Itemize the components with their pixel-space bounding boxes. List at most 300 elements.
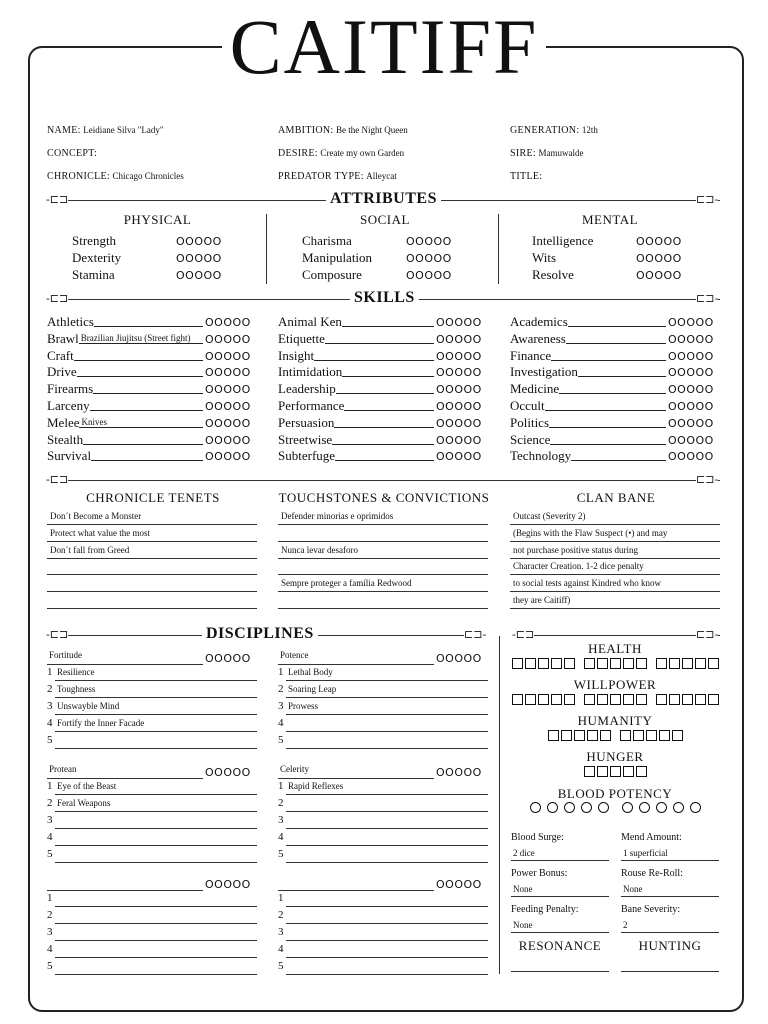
power-row <box>278 943 288 955</box>
tracker-box[interactable] <box>669 658 680 669</box>
attribute-dots[interactable]: OOOOO <box>636 269 682 282</box>
skill-dots[interactable]: OOOOO <box>436 366 482 380</box>
skill-line[interactable] <box>566 343 666 344</box>
skill-line[interactable] <box>91 460 203 461</box>
discipline-dots[interactable]: OOOOO <box>205 652 251 665</box>
skill-specialty[interactable]: Brazilian Jiujitsu (Street fight) <box>80 332 191 343</box>
resonance-underline <box>511 971 609 972</box>
skill-line[interactable] <box>578 376 666 377</box>
skill-line[interactable] <box>336 393 434 394</box>
info-label: GENERATION: <box>510 125 580 136</box>
attribute-name: Stamina <box>72 267 115 282</box>
skill-row <box>278 381 434 397</box>
blood-potency-dot[interactable] <box>673 802 684 813</box>
discipline-dots[interactable]: OOOOO <box>205 878 251 891</box>
power-row <box>278 926 288 938</box>
sheet-title: CAITIFF <box>0 2 768 92</box>
stat-value[interactable]: 2 dice <box>513 848 535 858</box>
discipline-dots[interactable]: OOOOO <box>436 766 482 779</box>
resonance-label: RESONANCE <box>518 938 602 953</box>
tracker-box[interactable] <box>538 694 549 705</box>
attribute-dots[interactable]: OOOOO <box>406 269 452 282</box>
humanity-label: HUMANITY <box>577 713 653 728</box>
attribute-name: Composure <box>302 267 362 282</box>
power-underline <box>55 940 257 941</box>
discipline-dots[interactable]: OOOOO <box>436 878 482 891</box>
skill-line[interactable] <box>314 360 434 361</box>
skill-row <box>47 432 203 448</box>
underline <box>510 574 720 575</box>
skill-name: Occult <box>510 398 545 413</box>
text-line[interactable]: Nunca levar desaforo <box>281 544 358 555</box>
tracker-box[interactable] <box>597 766 608 777</box>
tracker-box[interactable] <box>656 658 667 669</box>
skill-name: Medicine <box>510 381 560 397</box>
tracker-box[interactable] <box>669 694 680 705</box>
skill-dots[interactable]: OOOOO <box>205 400 251 413</box>
blood-potency-dot[interactable] <box>581 802 592 813</box>
attribute-name: Charisma <box>302 233 352 248</box>
skill-specialty[interactable]: Knives <box>81 416 107 427</box>
power-underline <box>286 697 488 698</box>
discipline-name[interactable]: Celerity <box>280 764 309 774</box>
power-underline <box>55 714 257 715</box>
power-name[interactable]: Unswayble Mind <box>57 701 120 711</box>
text-line[interactable]: Character Creation. 1-2 dice penalty <box>513 561 644 572</box>
attribute-name: Manipulation <box>302 250 373 265</box>
skill-dots[interactable]: OOOOO <box>205 433 251 447</box>
tracker-box[interactable] <box>636 658 647 669</box>
tracker-box[interactable] <box>584 766 595 777</box>
discipline-name[interactable]: Protean <box>49 764 77 774</box>
tracker-box[interactable] <box>623 766 634 777</box>
tracker-box[interactable] <box>561 730 572 741</box>
underline <box>510 608 720 609</box>
stat-value[interactable]: 1 superficial <box>623 848 668 858</box>
info-field <box>278 125 408 136</box>
power-name[interactable]: Toughness <box>57 684 96 694</box>
power-row <box>278 683 336 695</box>
text-line[interactable]: Defender minorias e oprimidos <box>281 511 394 521</box>
skill-line[interactable] <box>94 326 203 327</box>
skill-line[interactable] <box>334 427 434 428</box>
skill-dots[interactable]: OOOOO <box>436 349 482 363</box>
skill-line[interactable] <box>549 427 666 428</box>
tracker-box[interactable] <box>587 730 598 741</box>
skill-dots[interactable]: OOOOO <box>205 366 251 380</box>
skill-row <box>510 448 666 464</box>
blood-potency-dot[interactable] <box>547 802 558 813</box>
power-underline <box>286 748 488 749</box>
stat-value[interactable]: None <box>513 920 533 930</box>
tracker-box[interactable] <box>551 694 562 705</box>
info-field <box>510 125 598 136</box>
attribute-name: Wits <box>532 250 557 265</box>
blood-potency-dot[interactable] <box>690 802 701 813</box>
tracker-box[interactable] <box>600 730 611 741</box>
skill-dots[interactable]: OOOOO <box>205 383 251 397</box>
tracker-box[interactable] <box>584 658 595 669</box>
info-label: CHRONICLE: <box>47 171 110 182</box>
power-number: 1 <box>47 666 53 678</box>
text-line[interactable]: Sempre proteger a família Redwood <box>281 578 412 589</box>
skill-row <box>510 381 666 397</box>
power-number: 4 <box>278 831 284 843</box>
skill-row <box>278 314 434 330</box>
tracker-box[interactable] <box>672 730 683 741</box>
power-name[interactable]: Soaring Leap <box>288 684 337 694</box>
tracker-box[interactable] <box>708 658 719 669</box>
tracker-box[interactable] <box>646 730 657 741</box>
tracker-box[interactable] <box>695 694 706 705</box>
skill-line[interactable] <box>90 410 203 411</box>
skill-line[interactable] <box>551 360 666 361</box>
tracker-box[interactable] <box>597 694 608 705</box>
ornament-left-icon: -⊏⊐ <box>46 193 69 206</box>
skill-dots[interactable]: OOOOO <box>436 433 482 447</box>
skill-name: Drive <box>47 364 77 380</box>
power-name[interactable]: Prowess <box>288 701 319 711</box>
power-row <box>47 700 119 712</box>
text-line[interactable]: not purchase positive status during <box>513 544 638 555</box>
power-number: 4 <box>278 943 284 955</box>
skill-dots[interactable]: OOOOO <box>668 316 714 329</box>
blood-potency-dot[interactable] <box>564 802 575 813</box>
skill-line[interactable] <box>79 333 203 344</box>
info-field <box>278 171 397 182</box>
power-name[interactable]: Feral Weapons <box>57 798 111 808</box>
blood-potency-dot[interactable] <box>622 802 633 813</box>
info-value[interactable]: 12th <box>581 125 598 135</box>
skill-line[interactable] <box>325 343 434 344</box>
info-field <box>510 171 542 182</box>
tracker-box[interactable] <box>659 730 670 741</box>
skill-line[interactable] <box>342 376 434 377</box>
power-underline <box>55 811 257 812</box>
skills-heading: SKILLS <box>350 289 419 307</box>
underline <box>47 558 257 559</box>
skill-dots[interactable]: OOOOO <box>668 450 714 464</box>
power-row <box>278 797 288 809</box>
info-value[interactable]: Mamuwalde <box>538 148 584 158</box>
tracker-box[interactable] <box>695 658 706 669</box>
power-underline <box>286 862 488 863</box>
skill-name: Technology <box>510 448 572 464</box>
power-underline <box>286 794 488 795</box>
power-row <box>47 717 144 729</box>
power-underline <box>55 974 257 975</box>
tracker-box[interactable] <box>564 658 575 669</box>
hunger-label: HUNGER <box>586 749 644 764</box>
power-number: 5 <box>278 734 284 746</box>
tracker-box[interactable] <box>584 694 595 705</box>
skill-name: Brawl <box>47 330 79 346</box>
tracker-box[interactable] <box>538 658 549 669</box>
skill-name: Finance <box>510 347 552 363</box>
skill-line[interactable] <box>332 444 434 445</box>
tracker-box[interactable] <box>610 766 621 777</box>
skill-line[interactable] <box>74 360 203 361</box>
discipline-name[interactable]: Fortitude <box>49 650 82 660</box>
power-row <box>47 909 57 921</box>
tracker-box[interactable] <box>620 730 631 741</box>
health-label: HEALTH <box>588 641 642 656</box>
power-number: 3 <box>47 700 53 712</box>
skill-line[interactable] <box>571 460 666 461</box>
discipline-dots[interactable]: OOOOO <box>436 652 482 665</box>
skill-name: Leadership <box>278 381 336 397</box>
stat-label: Blood Surge: <box>511 832 564 843</box>
info-label: AMBITION: <box>278 125 334 136</box>
info-field <box>47 171 184 182</box>
skill-name: Awareness <box>510 330 566 346</box>
tracker-box[interactable] <box>623 694 634 705</box>
skill-dots[interactable]: OOOOO <box>436 383 482 397</box>
skill-dots[interactable]: OOOOO <box>436 450 482 464</box>
power-underline <box>55 862 257 863</box>
power-number: 2 <box>278 683 284 695</box>
skill-name: Intimidation <box>278 364 343 380</box>
power-number: 3 <box>278 926 284 938</box>
skill-name: Persuasion <box>278 414 335 430</box>
skill-dots[interactable]: OOOOO <box>668 366 714 380</box>
text-line[interactable]: they are Caitiff) <box>513 595 571 605</box>
power-row <box>47 814 57 826</box>
attribute-dots[interactable]: OOOOO <box>406 252 452 265</box>
text-line[interactable]: to social tests against Kindred who know <box>513 578 661 589</box>
tracker-box[interactable] <box>525 694 536 705</box>
info-value[interactable]: Leidiane Silva "Lady" <box>83 125 164 135</box>
skill-line[interactable] <box>83 444 203 445</box>
power-underline <box>286 714 488 715</box>
skill-name: Athletics <box>47 314 94 329</box>
skill-line[interactable] <box>568 326 666 327</box>
skill-row <box>47 364 203 380</box>
health-boxes <box>508 658 722 672</box>
tracker-box[interactable] <box>548 730 559 741</box>
ornament-left-icon: -⊏⊐ <box>46 628 69 641</box>
ornament-right-icon: ⊏⊐- <box>696 193 719 206</box>
skill-line[interactable] <box>545 410 666 411</box>
tracker-box[interactable] <box>525 658 536 669</box>
skill-dots[interactable]: OOOOO <box>668 332 714 346</box>
skill-dots[interactable]: OOOOO <box>668 349 714 363</box>
skill-row <box>47 398 203 414</box>
skill-line[interactable] <box>344 410 434 411</box>
attribute-dots[interactable]: OOOOO <box>636 235 682 248</box>
info-value[interactable]: Alleycat <box>366 171 397 181</box>
skill-row <box>278 432 434 448</box>
skill-row <box>278 415 434 431</box>
tracker-box[interactable] <box>633 730 644 741</box>
skill-dots[interactable]: OOOOO <box>668 383 714 397</box>
underline <box>47 608 257 609</box>
power-row <box>47 848 57 860</box>
skill-row <box>47 348 203 364</box>
skill-line[interactable] <box>550 444 666 445</box>
power-number: 3 <box>47 814 53 826</box>
info-label: DESIRE: <box>278 148 318 159</box>
skill-name: Larceny <box>47 398 90 413</box>
skill-dots[interactable]: OOOOO <box>668 400 714 413</box>
skill-dots[interactable]: OOOOO <box>205 316 251 329</box>
attribute-dots[interactable]: OOOOO <box>636 252 682 265</box>
underline <box>278 524 488 525</box>
power-number: 5 <box>47 960 53 972</box>
power-underline <box>286 680 488 681</box>
willpower-boxes <box>508 694 722 708</box>
blood-potency-dot[interactable] <box>530 802 541 813</box>
tracker-box[interactable] <box>512 694 523 705</box>
underline <box>47 541 257 542</box>
power-row <box>47 666 95 678</box>
physical-heading: PHYSICAL <box>123 212 192 227</box>
text-line[interactable]: Don´t fall from Greed <box>50 544 130 555</box>
power-number: 3 <box>47 926 53 938</box>
skill-dots[interactable]: OOOOO <box>205 450 251 464</box>
power-row <box>278 892 288 904</box>
discipline-underline <box>278 664 434 665</box>
skill-line[interactable] <box>79 417 203 428</box>
stat-underline <box>511 896 609 897</box>
skill-line[interactable] <box>93 393 203 394</box>
skill-dots[interactable]: OOOOO <box>436 416 482 430</box>
skill-dots[interactable]: OOOOO <box>205 416 251 430</box>
info-label: TITLE: <box>510 171 543 182</box>
skill-dots[interactable]: OOOOO <box>205 332 251 346</box>
tracker-box[interactable] <box>610 658 621 669</box>
power-name[interactable]: Fortify the Inner Facade <box>57 718 145 728</box>
power-row <box>47 797 110 809</box>
tracker-box[interactable] <box>564 694 575 705</box>
info-value[interactable]: Create my own Garden <box>320 148 405 158</box>
blood-potency-dot[interactable] <box>598 802 609 813</box>
underline <box>510 541 720 542</box>
tracker-box[interactable] <box>636 766 647 777</box>
stat-underline <box>511 860 609 861</box>
stat-value[interactable]: None <box>513 884 533 894</box>
attribute-dots[interactable]: OOOOO <box>406 235 452 248</box>
tracker-box[interactable] <box>636 694 647 705</box>
attribute-name: Resolve <box>532 267 574 282</box>
skill-row <box>510 364 666 380</box>
power-name[interactable]: Eye of the Beast <box>57 781 117 791</box>
underline <box>510 591 720 592</box>
text-line[interactable]: (Begins with the Flaw Suspect (•) and may <box>513 527 668 538</box>
skill-dots[interactable]: OOOOO <box>436 316 482 329</box>
tracker-box[interactable] <box>512 658 523 669</box>
power-name[interactable]: Rapid Reflexes <box>288 781 344 791</box>
power-name[interactable]: Lethal Body <box>288 667 333 677</box>
ornament-left-icon: -⊏⊐ <box>46 292 69 305</box>
skill-dots[interactable]: OOOOO <box>436 332 482 346</box>
tracker-box[interactable] <box>623 658 634 669</box>
skill-name: Etiquette <box>278 330 325 346</box>
skill-name: Subterfuge <box>278 448 336 464</box>
skill-line[interactable] <box>77 376 203 377</box>
disciplines-separator <box>499 636 500 974</box>
tracker-box[interactable] <box>682 658 693 669</box>
power-underline <box>55 957 257 958</box>
attribute-dots[interactable]: OOOOO <box>176 269 222 282</box>
skill-line[interactable] <box>559 393 666 394</box>
power-row <box>47 734 57 746</box>
tracker-box[interactable] <box>656 694 667 705</box>
tracker-box[interactable] <box>551 658 562 669</box>
skill-dots[interactable]: OOOOO <box>668 416 714 430</box>
tracker-box[interactable] <box>682 694 693 705</box>
power-underline <box>55 828 257 829</box>
tracker-box[interactable] <box>574 730 585 741</box>
power-name[interactable]: Resilience <box>57 667 95 677</box>
stat-value[interactable]: 2 <box>623 920 628 930</box>
power-number: 4 <box>278 717 284 729</box>
discipline-dots[interactable]: OOOOO <box>205 766 251 779</box>
underline <box>278 591 488 592</box>
tracker-box[interactable] <box>597 658 608 669</box>
info-field <box>510 148 583 159</box>
power-underline <box>55 680 257 681</box>
skill-dots[interactable]: OOOOO <box>436 400 482 413</box>
blood-potency-dot[interactable] <box>656 802 667 813</box>
stat-label: Feeding Penalty: <box>511 904 579 915</box>
discipline-name[interactable]: Potence <box>280 650 309 660</box>
attr-separator <box>266 214 267 284</box>
power-row <box>47 926 57 938</box>
power-row <box>278 734 288 746</box>
skill-dots[interactable]: OOOOO <box>668 433 714 447</box>
power-number: 1 <box>278 666 284 678</box>
stat-value[interactable]: None <box>623 884 643 894</box>
mental-heading: MENTAL <box>581 212 639 227</box>
text-line[interactable]: Outcast (Severity 2) <box>513 511 586 521</box>
clan-bane-heading: CLAN BANE <box>576 490 656 505</box>
hunting-underline <box>621 971 719 972</box>
info-value[interactable]: Be the Night Queen <box>335 125 408 135</box>
power-underline <box>55 906 257 907</box>
skill-row <box>278 398 434 414</box>
text-line[interactable]: Don´t Become a Monster <box>50 511 142 521</box>
blood-potency-label: BLOOD POTENCY <box>557 786 673 801</box>
tracker-box[interactable] <box>708 694 719 705</box>
ornament-left-icon: -⊏⊐ <box>46 473 69 486</box>
skill-line[interactable] <box>335 460 434 461</box>
power-underline <box>55 923 257 924</box>
info-label: PREDATOR TYPE: <box>278 171 364 182</box>
tracker-box[interactable] <box>610 694 621 705</box>
skill-row <box>278 331 434 347</box>
power-number: 2 <box>47 909 53 921</box>
attribute-dots[interactable]: OOOOO <box>176 252 222 265</box>
skill-line[interactable] <box>342 326 434 327</box>
power-number: 5 <box>278 960 284 972</box>
hunting-label: HUNTING <box>638 938 702 953</box>
text-line[interactable]: Protect what value the most <box>50 527 150 538</box>
stat-underline <box>621 896 719 897</box>
attribute-name: Strength <box>72 233 117 248</box>
skill-row <box>510 398 666 414</box>
blood-potency-dot[interactable] <box>639 802 650 813</box>
power-row <box>47 831 57 843</box>
power-underline <box>55 731 257 732</box>
info-value[interactable]: Chicago Chronicles <box>112 171 184 181</box>
underline <box>510 524 720 525</box>
attribute-dots[interactable]: OOOOO <box>176 235 222 248</box>
touchstones-heading: TOUCHSTONES & CONVICTIONS <box>278 490 490 505</box>
skill-row <box>510 331 666 347</box>
underline <box>47 574 257 575</box>
skill-dots[interactable]: OOOOO <box>205 349 251 363</box>
